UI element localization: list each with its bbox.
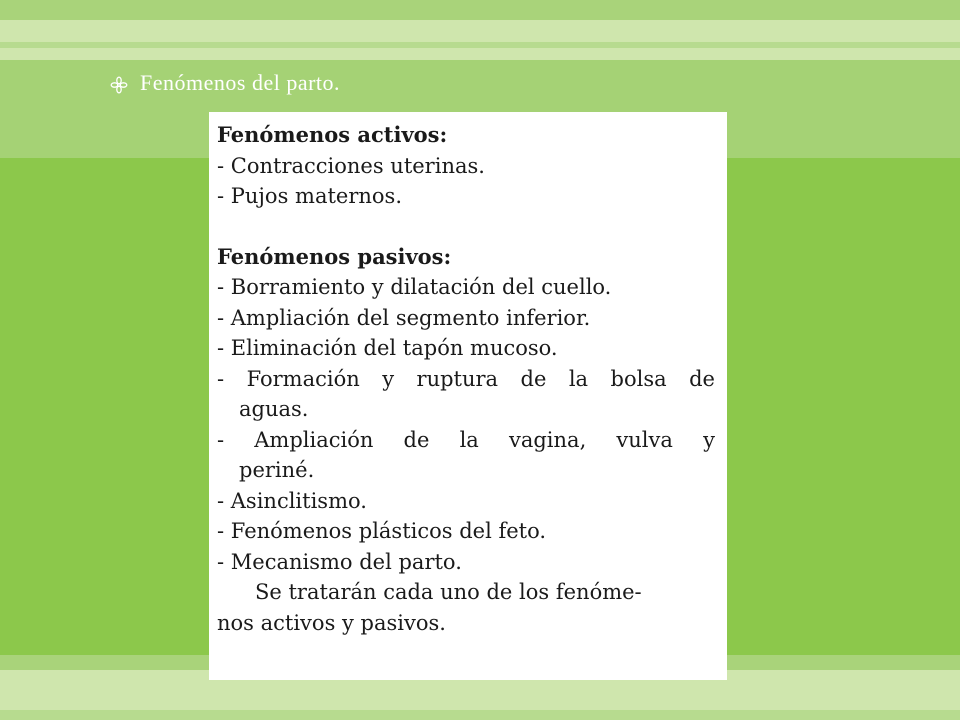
top-band-2: [0, 20, 960, 42]
passive-item: - Asinclitismo.: [217, 488, 367, 513]
passive-item-formacion: [217, 364, 715, 395]
word: de: [520, 366, 547, 391]
word: de: [403, 427, 430, 452]
passive-heading: Fenómenos pasivos:: [217, 243, 452, 269]
passive-item: - Ampliación del segmento inferior.: [217, 305, 591, 330]
slide-title-text: Fenómenos del parto.: [140, 70, 341, 95]
bottom-band-3: [0, 710, 960, 720]
slide-title: [110, 70, 340, 96]
scanned-text-image: [209, 112, 727, 680]
word: y: [703, 427, 715, 452]
word: y: [382, 366, 395, 391]
closing-line: nos activos y pasivos.: [217, 610, 446, 635]
word: la: [568, 366, 589, 391]
word: la: [459, 427, 479, 452]
passive-item: - Fenómenos plásticos del feto.: [217, 519, 547, 543]
word: vulva: [616, 427, 673, 452]
passive-item: - Mecanismo del parto.: [217, 549, 462, 574]
passive-item: - Eliminación del tapón mucoso.: [217, 336, 558, 360]
passive-item-ampliacion-cont: periné.: [239, 458, 315, 482]
top-band-4: [0, 48, 960, 60]
word: -: [217, 427, 225, 452]
passive-item-ampliacion: [217, 425, 715, 456]
section-gap: [217, 212, 715, 242]
word: bolsa: [610, 366, 667, 391]
word: ruptura: [416, 366, 499, 391]
word: de: [689, 366, 715, 391]
word: vagina,: [508, 427, 587, 452]
passive-item: - Borramiento y dilatación del cuello.: [217, 275, 612, 299]
active-item: - Contracciones uterinas.: [217, 153, 485, 178]
flower-bullet-icon: [110, 74, 128, 92]
word: -: [217, 366, 225, 391]
passive-item-formacion-cont: aguas.: [239, 397, 309, 421]
word: Formación: [246, 366, 360, 391]
top-band-1: [0, 0, 960, 20]
closing-line: Se tratarán cada uno de los fenóme-: [255, 580, 642, 604]
active-heading: Fenómenos activos:: [217, 122, 448, 147]
active-item: - Pujos maternos.: [217, 184, 402, 208]
word: Ampliación: [254, 427, 374, 452]
